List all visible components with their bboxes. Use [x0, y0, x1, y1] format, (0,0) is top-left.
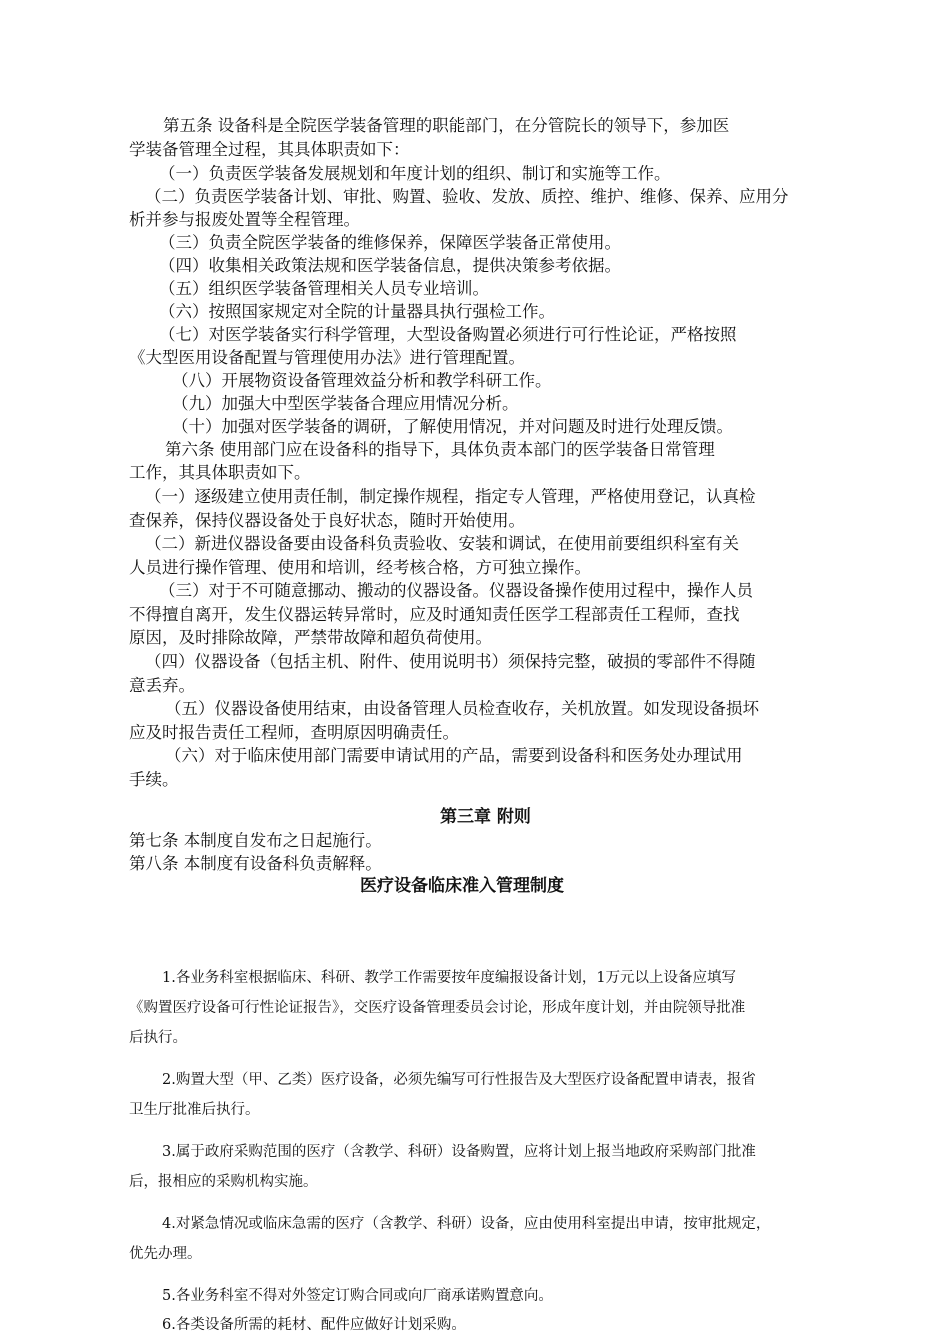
usage-3-line-2: 不得擅自离开，发生仪器运转异常时，应及时通知责任医学工程部责任工程师，查找: [129, 605, 740, 624]
usage-1-line-2: 查保养，保持仪器设备处于良好状态，随时开始使用。: [129, 511, 525, 530]
duty-6: （六）按照国家规定对全院的计量器具执行强检工作。: [159, 302, 555, 321]
usage-3-line-1: （三）对于不可随意挪动、搬动的仪器设备。仪器设备操作使用过程中，操作人员: [159, 581, 753, 600]
rule-5: 5.各业务科室不得对外签定订购合同或向厂商承诺购置意向。: [162, 1288, 553, 1304]
rule-1-line-3: 后执行。: [129, 1030, 187, 1046]
duty-2-line-2: 析并参与报废处置等全程管理。: [129, 210, 360, 229]
rule-1-line-2: 《购置医疗设备可行性论证报告》，交医疗设备管理委员会讨论，形成年度计划，并由院领导批准: [129, 1000, 746, 1016]
usage-1-line-1: （一）逐级建立使用责任制，制定操作规程，指定专人管理，严格使用登记，认真检: [145, 487, 756, 506]
rule-6: 6.各类设备所需的耗材、配件应做好计划采购。: [162, 1317, 466, 1333]
duty-5: （五）组织医学装备管理相关人员专业培训。: [159, 279, 489, 298]
rule-3-line-1: 3.属于政府采购范围的医疗（含教学、科研）设备购置，应将计划上报当地政府采购部门批准: [162, 1144, 756, 1160]
rule-1-line-1: 1.各业务科室根据临床、科研、教学工作需要按年度编报设备计划，1万元以上设备应填写: [162, 970, 737, 986]
usage-6-line-1: （六）对于临床使用部门需要申请试用的产品，需要到设备科和医务处办理试用: [165, 746, 743, 765]
duty-7-line-1: （七）对医学装备实行科学管理，大型设备购置必须进行可行性论证，严格按照: [159, 325, 737, 344]
duty-7-line-2: 《大型医用设备配置与管理使用办法》进行管理配置。: [129, 348, 525, 367]
rule-4-line-1: 4.对紧急情况或临床急需的医疗（含教学、科研）设备，应由使用科室提出申请，按审批规定，: [162, 1216, 771, 1232]
duty-4: （四）收集相关政策法规和医学装备信息，提供决策参考依据。: [159, 256, 621, 275]
usage-3-line-3: 原因，及时排除故障，严禁带故障和超负荷使用。: [129, 628, 492, 647]
rule-2-line-1: 2.购置大型（甲、乙类）医疗设备，必须先编写可行性报告及大型医疗设备配置申请表，报省: [162, 1072, 756, 1088]
usage-4-line-2: 意丢弃。: [129, 676, 195, 695]
duty-9: （九）加强大中型医学装备合理应用情况分析。: [172, 394, 519, 413]
article-7: 第七条 本制度自发布之日起施行。: [129, 831, 382, 850]
usage-4-line-1: （四）仪器设备（包括主机、附件、使用说明书）须保持完整，破损的零部件不得随: [145, 652, 756, 671]
duty-8: （八）开展物资设备管理效益分析和教学科研工作。: [172, 371, 552, 390]
chapter-3-heading: 第三章 附则: [440, 807, 531, 827]
duty-10: （十）加强对医学装备的调研，了解使用情况，并对问题及时进行处理反馈。: [172, 417, 733, 436]
article-6-line-1: 第六条 使用部门应在设备科的指导下，具体负责本部门的医学装备日常管理: [165, 440, 715, 459]
rule-2-line-2: 卫生厅批准后执行。: [129, 1102, 260, 1118]
usage-2-line-2: 人员进行操作管理、使用和培训，经考核合格，方可独立操作。: [129, 558, 591, 577]
usage-2-line-1: （二）新进仪器设备要由设备科负责验收、安装和调试，在使用前要组织科室有关: [145, 534, 739, 553]
usage-6-line-2: 手续。: [129, 770, 179, 789]
duty-3: （三）负责全院医学装备的维修保养，保障医学装备正常使用。: [159, 233, 621, 252]
article-6-line-2: 工作，其具体职责如下。: [129, 463, 311, 482]
article-5-line-2: 学装备管理全过程，其具体职责如下：: [129, 140, 410, 159]
rule-3-line-2: 后，报相应的采购机构实施。: [129, 1174, 318, 1190]
regulation-title: 医疗设备临床准入管理制度: [360, 876, 564, 896]
usage-5-line-2: 应及时报告责任工程师，查明原因明确责任。: [129, 723, 459, 742]
duty-1: （一）负责医学装备发展规划和年度计划的组织、制订和实施等工作。: [159, 164, 671, 183]
article-8: 第八条 本制度有设备科负责解释。: [129, 854, 382, 873]
usage-5-line-1: （五）仪器设备使用结束，由设备管理人员检查收存，关机放置。如发现设备损坏: [165, 699, 759, 718]
article-5-line-1: 第五条 设备科是全院医学装备管理的职能部门，在分管院长的领导下，参加医: [163, 116, 730, 135]
rule-4-line-2: 优先办理。: [129, 1246, 202, 1262]
duty-2-line-1: （二）负责医学装备计划、审批、购置、验收、发放、质控、维护、维修、保养、应用分: [145, 187, 789, 206]
